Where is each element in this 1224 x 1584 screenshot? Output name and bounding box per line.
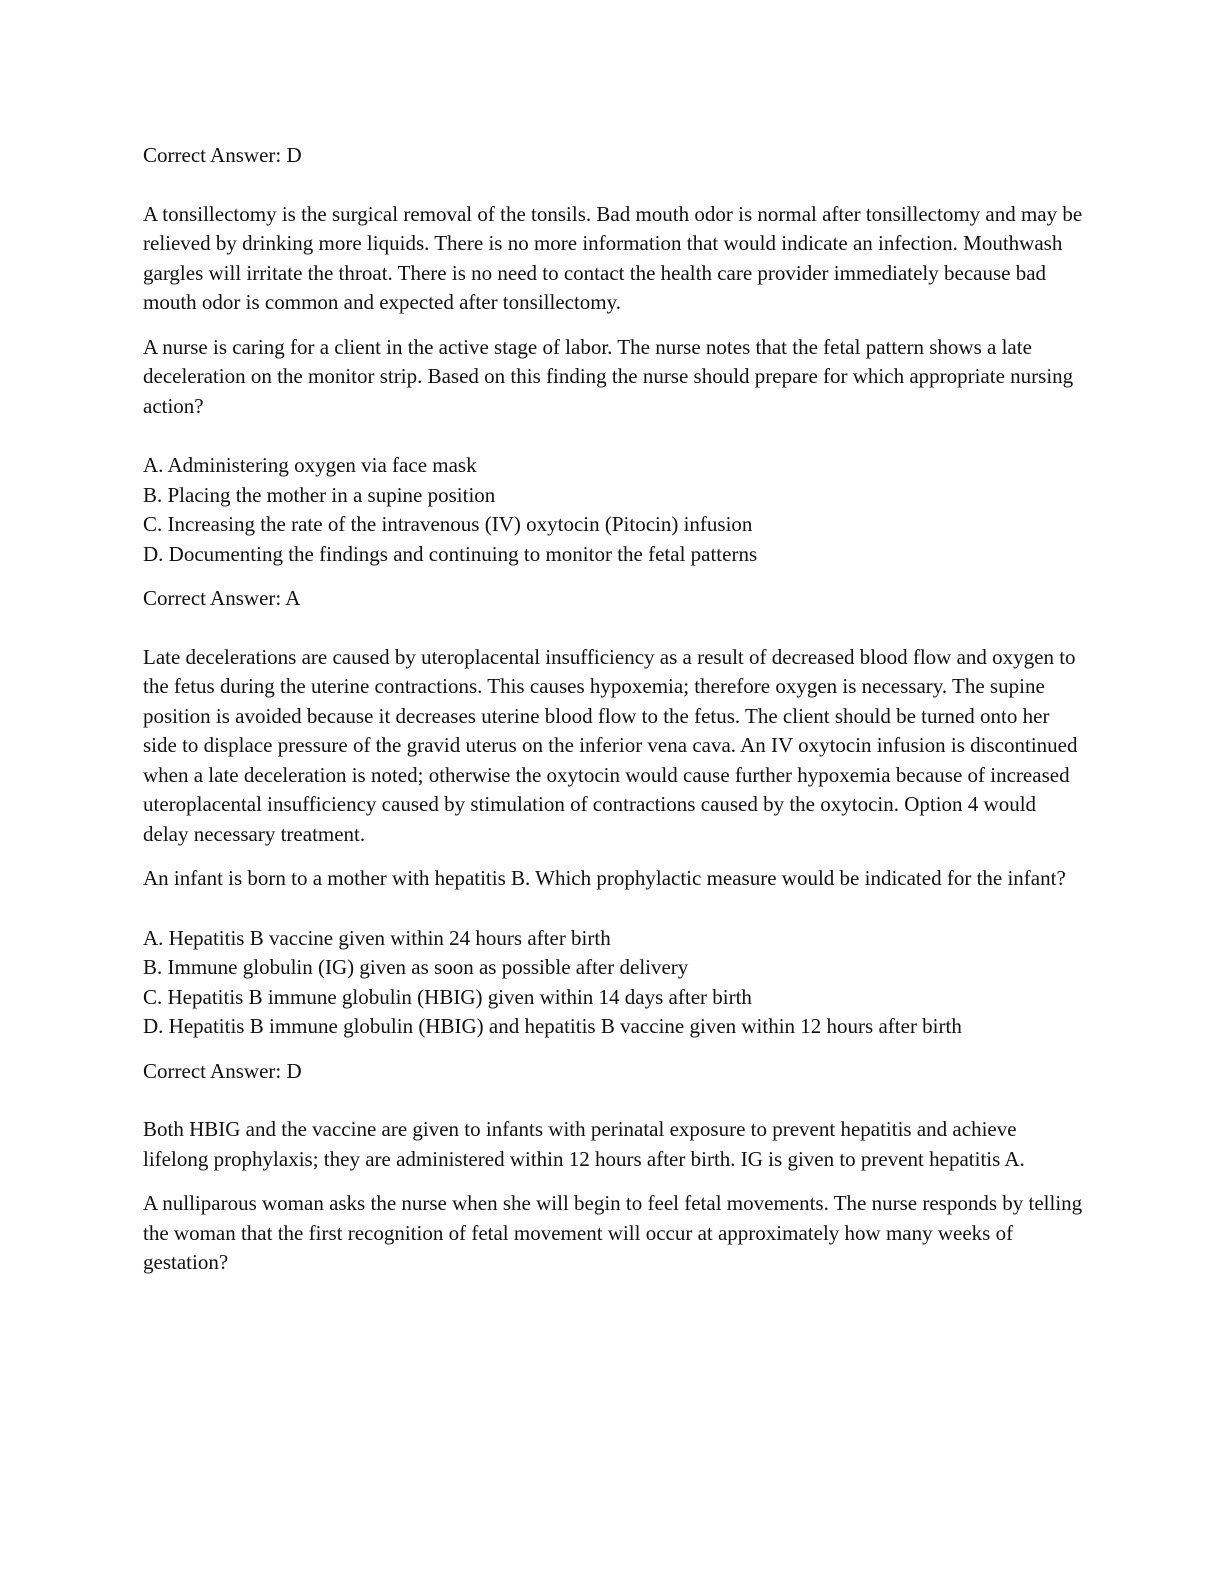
correct-answer-3: Correct Answer: D	[143, 1058, 302, 1083]
question-2: A nurse is caring for a client in the active stage of labor. The nurse notes that the fetal pattern shows a late deceleration on the monitor strip. Based on this finding the nurse should prepare for which appropriate nursing action?	[143, 334, 1074, 418]
option-3b: B. Immune globulin (IG) given as soon as possible after delivery	[143, 955, 689, 979]
explanation-3: Both HBIG and the vaccine are given to infants with perinatal exposure to prevent hepatitis and achieve lifelong prophylaxis; they are administered within 12 hours after birth. IG is given to prevent hepatitis A.	[143, 1117, 1025, 1171]
options-list-3	[143, 924, 1083, 1042]
explanation-2: Late decelerations are caused by uteroplacental insufficiency as a result of decreased blood flow and oxygen to the fetus during the uterine contractions. This causes hypoxemia; therefore oxygen is necessary. The supine position is avoided because it decreases uterine blood flow to the fetus. The client should be turned onto her side to displace pressure of the gravid uterus on the inferior vena cava. An IV oxytocin infusion is discontinued when a late deceleration is noted; otherwise the oxytocin would cause further hypoxemia because of increased uteroplacental insufficiency caused by stimulation of contractions caused by the oxytocin. Option 4 would delay necessary treatment.	[143, 644, 1078, 846]
question-4: A nulliparous woman asks the nurse when she will begin to feel fetal movements. The nurse responds by telling the woman that the first recognition of fetal movement will occur at approximately how many weeks of gestation?	[143, 1191, 1083, 1274]
option-2a: A. Administering oxygen via face mask	[143, 453, 477, 477]
question-3: An infant is born to a mother with hepatitis B. Which prophylactic measure would be indicated for the infant?	[143, 866, 1066, 890]
options-list-2	[143, 451, 1083, 569]
option-2d: D. Documenting the findings and continuing to monitor the fetal patterns	[143, 541, 758, 566]
document-page	[143, 141, 1083, 1278]
option-3d: D. Hepatitis B immune globulin (HBIG) and hepatitis B vaccine given within 12 hours after birth	[143, 1014, 962, 1038]
option-2b: B. Placing the mother in a supine position	[143, 482, 496, 507]
option-2c: C. Increasing the rate of the intravenous (IV) oxytocin (Pitocin) infusion	[143, 512, 753, 536]
correct-answer-2: Correct Answer: A	[143, 586, 301, 610]
option-3a: A. Hepatitis B vaccine given within 24 hours after birth	[143, 925, 611, 950]
correct-answer-1: Correct Answer: D	[143, 143, 302, 167]
explanation-1: A tonsillectomy is the surgical removal of the tonsils. Bad mouth odor is normal after tonsillectomy and may be relieved by drinking more liquids. There is no more information that would indicate an infection. Mouthwash gargles will irritate the throat. There is no need to contact the health care provider immediately because bad mouth odor is common and expected after tonsillectomy.	[143, 201, 1083, 314]
option-3c: C. Hepatitis B immune globulin (HBIG) given within 14 days after birth	[143, 984, 752, 1009]
